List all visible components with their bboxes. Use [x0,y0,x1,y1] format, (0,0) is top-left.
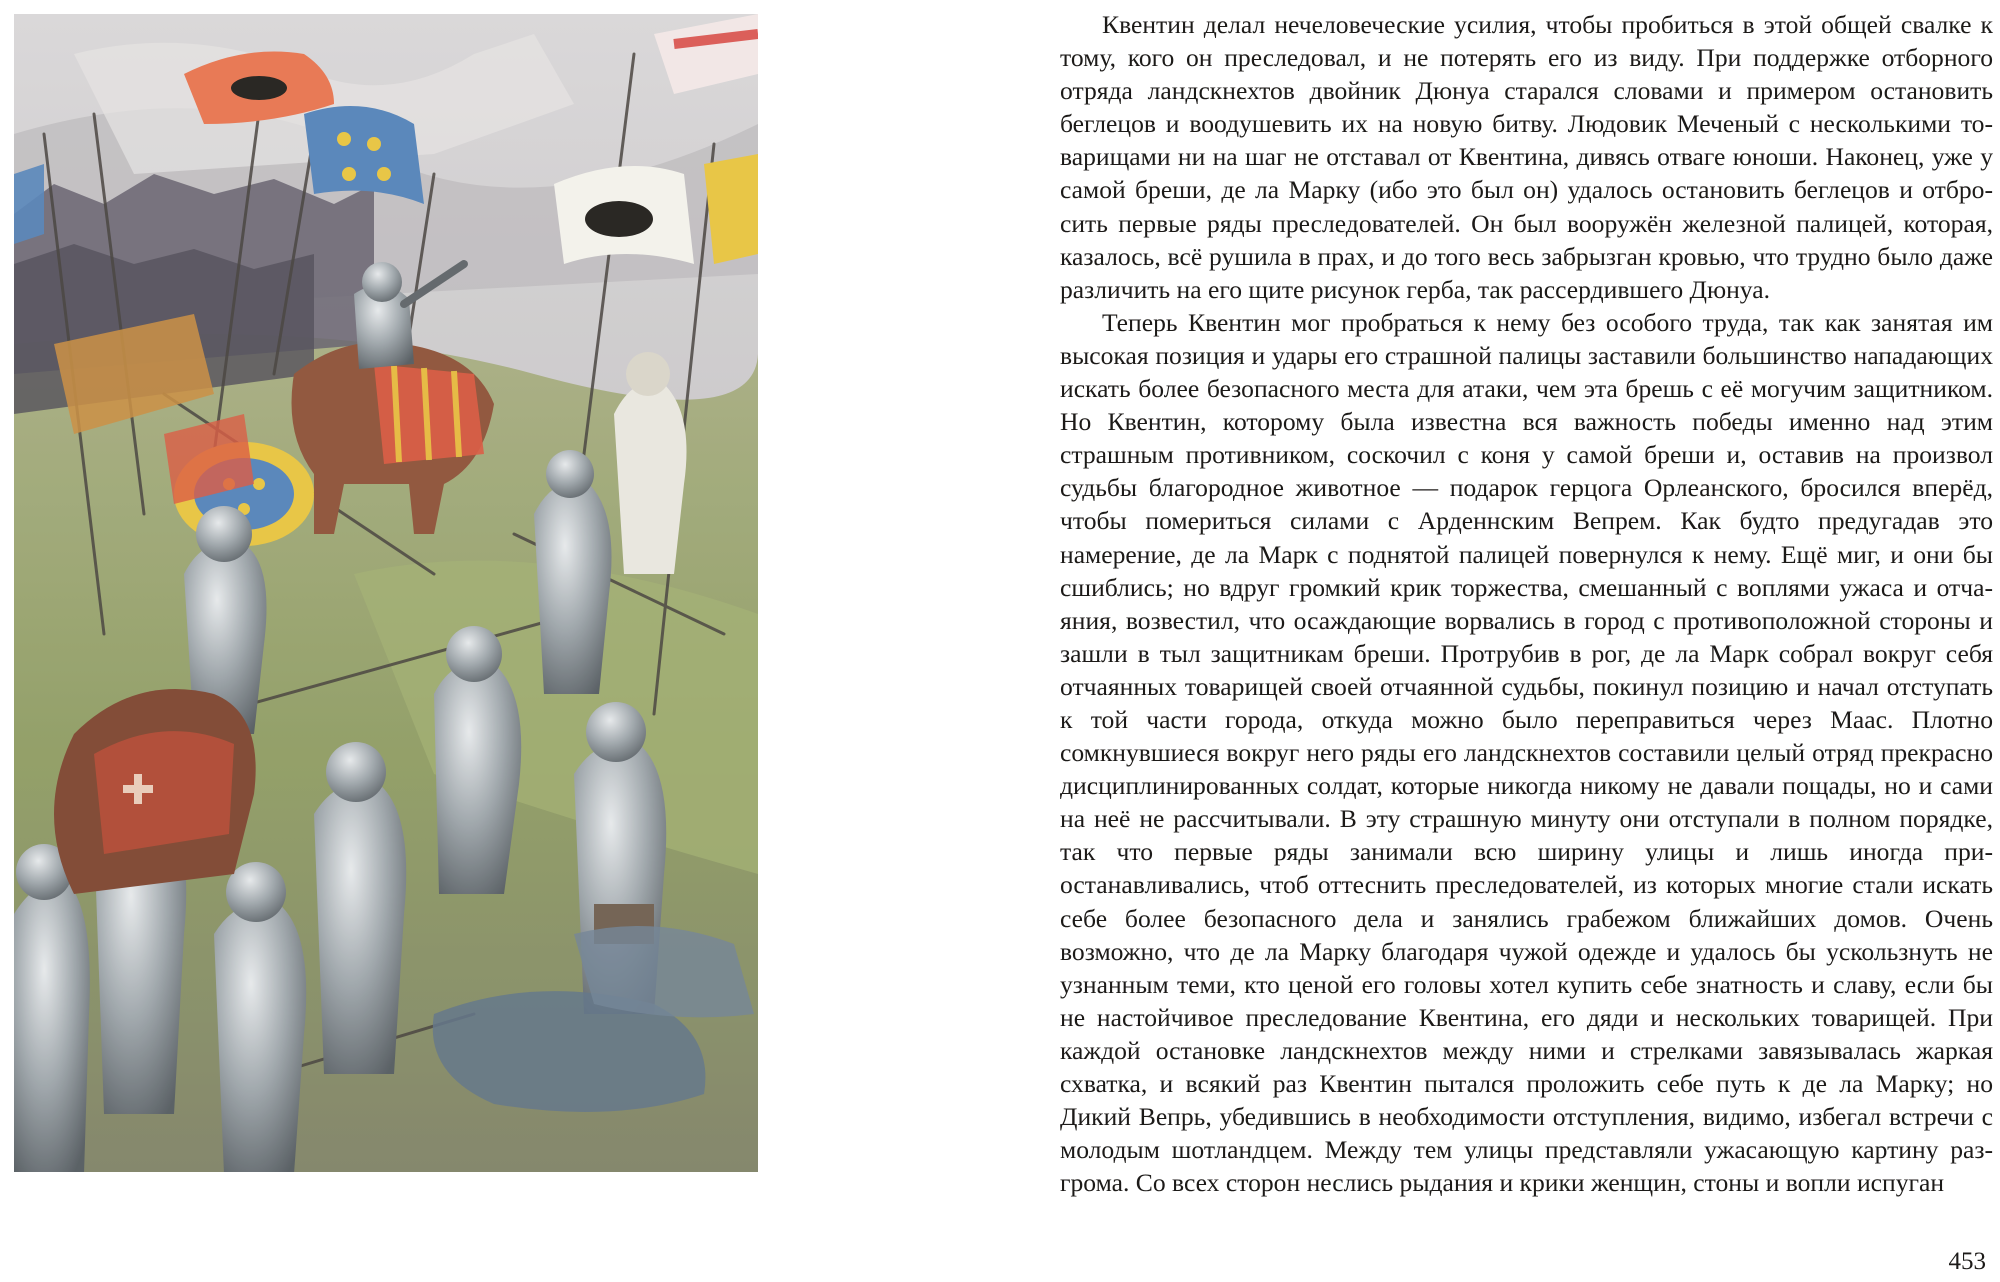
paragraph-2: Теперь Квентин мог пробраться к нему без особого труда, так как занятая им высокая позиция и удары его страшной палицы заставили большинство нападающих искать более безопасного места для атаки, чем эта брешь с её могучим защитником. Но Квентин, которому была известна вся важность победы именно над этим страшным противником, соскочил с коня у самой бреши и, оставив на произвол судьбы благородное животное — подарок герцога Орлеанского, бросился вперёд, чтобы помериться силами с Арденнским Вепрем. Как будто предугадав это намерение, де ла Марк с поднятой палицей повернулся к нему. Ещё миг, и они бы сшиблись; но вдруг громкий крик торжества, смешанный с воплями ужаса и отчаяния, возвестил, что осаждающие ворвались в город с противоположной стороны и зашли в тыл защитникам бреши. Протрубив в рог, де ла Марк собрал вокруг себя отчаянных товарищей своей отчаянной судьбы, покинул позицию и начал отступать к той части города, откуда можно было переправиться через Маас. Плотно сомкнувшиеся вокруг него ряды его ландскнехтов составили целый отряд прекрасно дисциплинированных солдат, которые никогда никому не давали пощады, но и сами на неё не рассчитывали. В эту страшную минуту они отступали в полном порядке, так что первые ряды занимали всю ширину улицы и лишь иногда приостанавливались, чтоб оттеснить преследователей, из которых многие стали искать себе более безопасного дела и занялись грабежом ближайших домов. Очень возможно, что де ла Марку благодаря чужой одежде и удалось бы ускользнуть не узнанным теми, кто ценой его головы хотел купить себе знатность и славу, если бы не настойчивое преследование Квентина, его дяди и нескольких товарищей. При каждой остановке ландскнехтов между ними и стрелками завязывалась жаркая схватка, и всякий раз Квентин пытался проложить себе путь к де ла Марку; но Дикий Вепрь, убедившись в необходимости отступления, видимо, избегал встречи с молодым шотландцем. Между тем улицы представляли ужасающую картину разгрома. Со всех сторон неслись рыдания и крики женщин, стоны и вопли испуган [1060,307,1993,1198]
battle-illustration-drawing [14,14,758,1172]
battle-illustration [14,14,758,1172]
paragraph-1: Квентин делал нечеловеческие усилия, чтобы пробиться в этой общей свалке к тому, кого он преследовал, и не потерять его из виду. При поддержке отборного отряда ландскнехтов двойник Дюнуа старался словами и примером остановить беглецов и воодушевить их на новую битву. Людовик Меченый с несколькими товарищами ни на шаг не отставал от Квентина, дивясь отваге юноши. Наконец, уже у самой бреши, де ла Марку (ибо это был он) удалось остановить беглецов и отбросить первые ряды преследователей. Он был вооружён железной палицей, которая, казалось, всё рушила в прах, и до того весь забрызган кровью, что трудно было даже различить на его щите рисунок герба, так рассердившего Дюнуа. [1060,10,1993,304]
page-number: 453 [1948,1248,1986,1275]
text-column [1060,8,1993,1199]
